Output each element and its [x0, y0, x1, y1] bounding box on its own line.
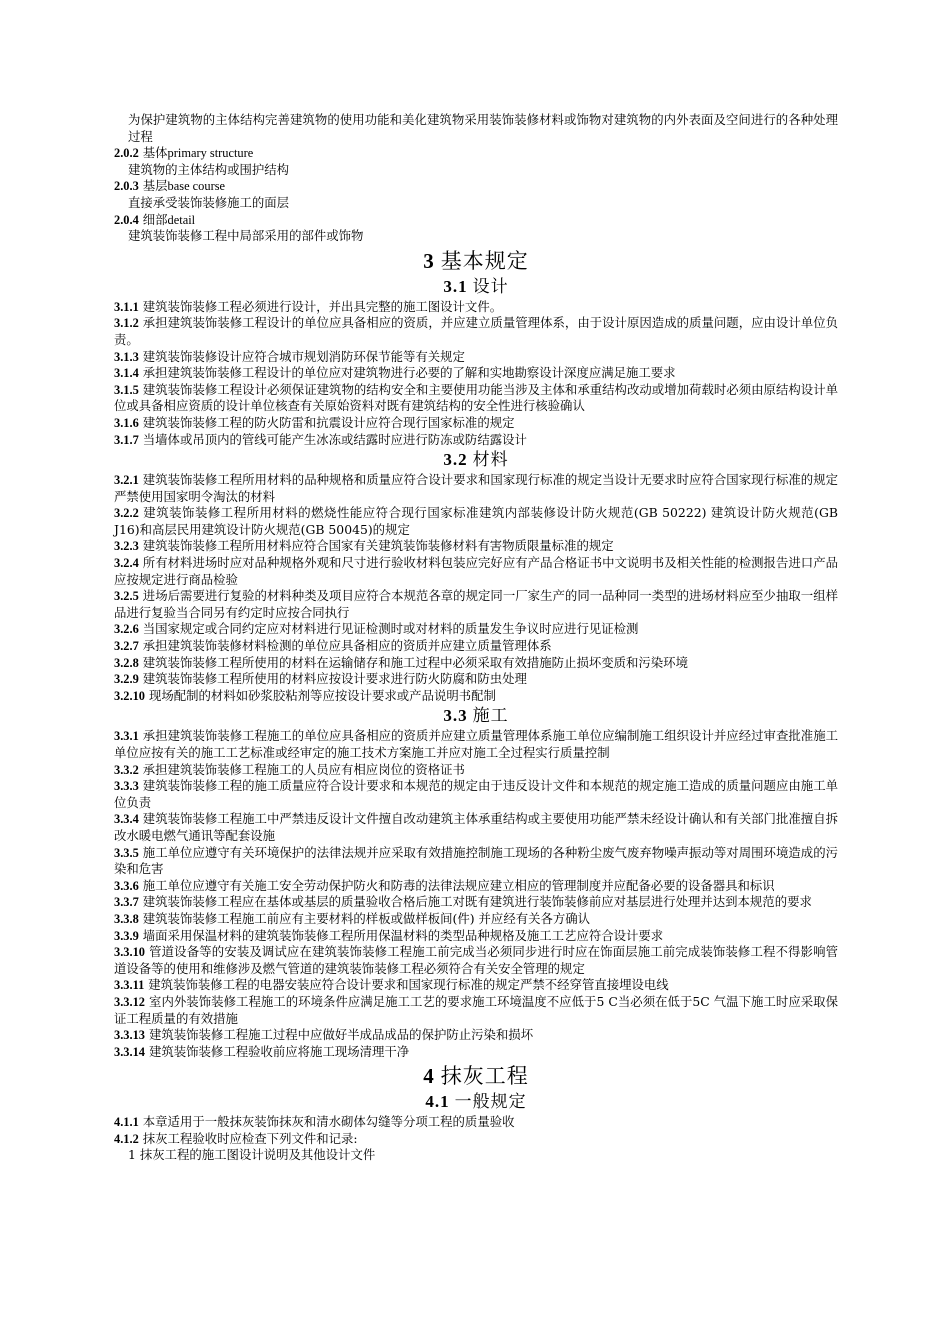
- clause-text: 抹灰工程验收时应检查下列文件和记录:: [142, 1130, 358, 1146]
- clause-text: 建筑装饰装修工程所使用的材料应按设计要求进行防火防腐和防虫处理: [142, 671, 527, 687]
- clause-text: 建筑装饰装修工程施工前应有主要材料的样板或做样板间(件) 并应经有关各方确认: [142, 910, 591, 926]
- term-definition: 建筑装饰装修工程中局部采用的部件或饰物: [128, 228, 364, 244]
- clause: [114, 349, 838, 366]
- clause-text: 当墙体或吊顶内的管线可能产生冰冻或结露时应进行防冻或防结露设计: [142, 431, 527, 447]
- clause: [114, 762, 838, 779]
- clause: [114, 638, 838, 655]
- clause-number: 3.2.5: [114, 589, 139, 604]
- section-name: 材料: [472, 450, 509, 471]
- clause-text: 建筑装饰装修工程所使用的材料在运输储存和施工过程中必须采取有效措施防止损坏变质和污染环境: [142, 654, 688, 670]
- clause-number: 3.1.6: [114, 415, 139, 430]
- clause: [114, 811, 838, 844]
- clause-number: 3.1.5: [114, 382, 139, 397]
- clause: [114, 894, 838, 911]
- clause-text: 承担建筑装饰装修工程施工的单位应具备相应的资质并应建立质量管理体系施工单位应编制施工组织设计并应经过审查批准施工单位应按有关的施工工艺标准或经审定的施工技术方案施工并应对施工全过程实行质量控制: [114, 728, 838, 760]
- clause: [114, 299, 838, 316]
- clause-number: 3.2.1: [114, 473, 139, 488]
- clause: [114, 588, 838, 621]
- clause: [114, 505, 838, 538]
- term-heading: [114, 145, 838, 162]
- clause: [114, 538, 838, 555]
- term-name: 基体primary structure: [142, 146, 254, 161]
- term-number: 2.0.4: [114, 212, 139, 227]
- clause-number: 3.1.1: [114, 299, 139, 314]
- clause-text: 建筑装饰装修工程施工过程中应做好半成品成品的保护防止污染和损坏: [148, 1027, 534, 1043]
- clause-text: 建筑装饰装修工程应在基体或基层的质量验收合格后施工对既有建筑进行装饰装修前应对基层进行处理并达到本规范的要求: [142, 894, 812, 910]
- term-name: 基层base course: [142, 179, 226, 194]
- clause-number: 3.3.7: [114, 895, 139, 910]
- clause-text: 施工单位应遵守有关环境保护的法律法规并应采取有效措施控制施工现场的各种粉尘废气废弃物噪声振动等对周围环境造成的污染和危害: [114, 844, 838, 877]
- clause-number: 3.2.3: [114, 539, 139, 554]
- clause-number: 3.2.10: [114, 688, 145, 703]
- clause-text: 建筑装饰装修工程所用材料的燃烧性能应符合现行国家标准建筑内部装修设计防火规范(GB 50222) 建筑设计防火规范(GB J16)和高层民用建筑设计防火规范(GB 50045)的规定: [114, 505, 838, 537]
- clause-text: 建筑装饰装修工程所用材料应符合国家有关建筑装饰装修材料有害物质限量标准的规定: [142, 538, 614, 554]
- clause-text: 建筑装饰装修工程必须进行设计，并出具完整的施工图设计文件。: [142, 298, 503, 314]
- clause: [114, 432, 838, 449]
- list-item: 1 抹灰工程的施工图设计说明及其他设计文件: [128, 1147, 376, 1163]
- section-number: 3.2: [443, 450, 468, 470]
- clause: [114, 977, 838, 994]
- term-definition: 直接承受装饰装修施工的面层: [128, 194, 290, 210]
- clause-text: 建筑装饰装修设计应符合城市规划消防环保节能等有关规定: [142, 348, 465, 364]
- clause-text: 建筑装饰装修工程的施工质量应符合设计要求和本规范的规定由于违反设计文件和本规范的规定施工造成的质量问题应由施工单位负责: [114, 778, 838, 810]
- section-title: [114, 449, 838, 471]
- clause-number: 3.1.7: [114, 432, 139, 447]
- clause: [114, 728, 838, 761]
- clause-text: 承担建筑装饰装修工程设计的单位应对建筑物进行必要的了解和实地勘察设计深度应满足施工要求: [142, 365, 676, 381]
- clause-number: 3.3.8: [114, 911, 139, 926]
- clause-number: 3.1.4: [114, 366, 139, 381]
- clause-number: 3.3.10: [114, 945, 145, 960]
- section-name: 设计: [472, 276, 509, 297]
- clause: [114, 944, 838, 977]
- clause: [114, 671, 838, 688]
- term-definitions: [114, 145, 838, 245]
- clause-text: 建筑装饰装修工程施工中严禁违反设计文件擅自改动建筑主体承重结构或主要使用功能严禁未经设计确认和有关部门批准擅自拆改水暖电燃气通讯等配套设施: [114, 811, 838, 843]
- term-definition: 建筑物的主体结构或围护结构: [128, 161, 290, 177]
- section-title: [114, 705, 838, 727]
- clause-text: 进场后需要进行复验的材料种类及项目应符合本规范各章的规定同一厂家生产的同一品种同一类型的进场材料应至少抽取一组样品进行复验当合同另有约定时应按合同执行: [114, 588, 838, 620]
- clause: [114, 655, 838, 672]
- clause: [114, 1114, 838, 1131]
- clause: [114, 1027, 838, 1044]
- clause: [114, 928, 838, 945]
- clause-number: 3.3.9: [114, 928, 139, 943]
- clause-text: 建筑装饰装修工程的防火防雷和抗震设计应符合现行国家标准的规定: [142, 414, 515, 430]
- clause-number: 3.2.4: [114, 556, 139, 571]
- chapter-title: [114, 1062, 838, 1090]
- clause-number: 3.1.2: [114, 316, 139, 331]
- section-number: 4.1: [425, 1092, 450, 1112]
- clause-number: 3.3.2: [114, 762, 139, 777]
- clause-number: 3.3.14: [114, 1044, 145, 1059]
- chapter-number: 4: [423, 1064, 435, 1089]
- term-heading: [114, 212, 838, 229]
- intro-paragraph: 为保护建筑物的主体结构完善建筑物的使用功能和美化建筑物采用装饰装修材料或饰物对建筑物的内外表面及空间进行的各种处理过程: [128, 112, 838, 144]
- term-number: 2.0.2: [114, 146, 139, 161]
- clause-number: 3.2.9: [114, 672, 139, 687]
- clause-text: 承担建筑装饰装修材料检测的单位应具备相应的资质并应建立质量管理体系: [142, 638, 552, 654]
- clause: [114, 315, 838, 348]
- clause-text: 本章适用于一般抹灰装饰抹灰和清水砌体勾缝等分项工程的质量验收: [142, 1114, 515, 1130]
- section-title: [114, 1091, 838, 1113]
- chapter-name: 基本规定: [440, 248, 529, 273]
- clause: [114, 621, 838, 638]
- clause-number: 3.3.6: [114, 878, 139, 893]
- term-name: 细部detail: [142, 212, 196, 227]
- clause: [114, 382, 838, 415]
- clause: [114, 365, 838, 382]
- clause: [114, 555, 838, 588]
- clause-text: 建筑装饰装修工程的电器安装应符合设计要求和国家现行标准的规定严禁不经穿管直接埋设电线: [148, 977, 669, 993]
- section-name: 一般规定: [454, 1092, 527, 1113]
- section-title: [114, 276, 838, 298]
- clause-number: 3.2.7: [114, 639, 139, 654]
- clause-number: 3.2.8: [114, 655, 139, 670]
- clause-number: 3.3.12: [114, 994, 145, 1009]
- term-heading: [114, 178, 838, 195]
- clause-number: 3.3.11: [114, 978, 145, 993]
- clause-number: 3.3.3: [114, 779, 139, 794]
- clause-text: 施工单位应遵守有关施工安全劳动保护防火和防毒的法律法规应建立相应的管理制度并应配备必要的设备器具和标识: [142, 877, 775, 893]
- chapter-name: 抹灰工程: [440, 1064, 529, 1089]
- chapters: [114, 247, 838, 1164]
- clause-number: 3.3.5: [114, 845, 139, 860]
- clause: [114, 1131, 838, 1148]
- clause-number: 4.1.2: [114, 1131, 139, 1146]
- clause-number: 3.3.4: [114, 812, 139, 827]
- chapter-title: [114, 247, 838, 275]
- clause-number: 3.1.3: [114, 349, 139, 364]
- clause-text: 承担建筑装饰装修工程施工的人员应有相应岗位的资格证书: [142, 761, 465, 777]
- chapter-number: 3: [423, 248, 435, 273]
- clause: [114, 994, 838, 1027]
- clause-number: 3.3.13: [114, 1028, 145, 1043]
- section-name: 施工: [472, 706, 509, 727]
- clause: [114, 688, 838, 705]
- section-number: 3.3: [443, 706, 468, 726]
- clause-text: 现场配制的材料如砂浆胶粘剂等应按设计要求或产品说明书配制: [148, 687, 496, 703]
- clause-number: 3.2.6: [114, 622, 139, 637]
- term-number: 2.0.3: [114, 179, 139, 194]
- clause-text: 墙面采用保温材料的建筑装饰装修工程所用保温材料的类型品种规格及施工工艺应符合设计要求: [142, 927, 664, 943]
- clause-number: 3.3.1: [114, 729, 139, 744]
- clause-text: 所有材料进场时应对品种规格外观和尺寸进行验收材料包装应完好应有产品合格证书中文说明书及相关性能的检测报告进口产品应按规定进行商品检验: [114, 555, 838, 587]
- clause: [114, 878, 838, 895]
- section-number: 3.1: [443, 276, 468, 296]
- clause: [114, 778, 838, 811]
- clause-text: 当国家规定或合同约定应对材料进行见证检测时或对材料的质量发生争议时应进行见证检测: [142, 621, 639, 637]
- clause: [114, 415, 838, 432]
- clause: [114, 845, 838, 878]
- clause-number: 3.2.2: [114, 506, 139, 521]
- clause-text: 建筑装饰装修工程设计必须保证建筑物的结构安全和主要使用功能当涉及主体和承重结构改动或增加荷载时必须由原结构设计单位或具备相应资质的设计单位核查有关原始资料对既有建筑结构的安全性进行核验确认: [114, 381, 838, 414]
- clause-text: 建筑装饰装修工程验收前应将施工现场清理干净: [148, 1043, 410, 1059]
- clause-number: 4.1.1: [114, 1115, 139, 1130]
- clause: [114, 911, 838, 928]
- clause-text: 建筑装饰装修工程所用材料的品种规格和质量应符合设计要求和国家现行标准的规定当设计无要求时应符合国家现行标准的规定严禁使用国家明令淘汰的材料: [114, 472, 838, 504]
- clause-text: 管道设备等的安装及调试应在建筑装饰装修工程施工前完成当必须同步进行时应在饰面层施工前完成装饰装修工程不得影响管道设备等的使用和维修涉及燃气管道的建筑装饰装修工程必须符合有关安全管理的规定: [114, 944, 838, 976]
- clause: [114, 1044, 838, 1061]
- clause: [114, 472, 838, 505]
- clause-text: 室内外装饰装修工程施工的环境条件应满足施工工艺的要求施工环境温度不应低于5 C当必须在低于5C 气温下施工时应采取保证工程质量的有效措施: [114, 993, 838, 1026]
- clause-text: 承担建筑装饰装修工程设计的单位应具备相应的资质，并应建立质量管理体系，由于设计原因造成的质量问题，应由设计单位负责。: [114, 315, 838, 347]
